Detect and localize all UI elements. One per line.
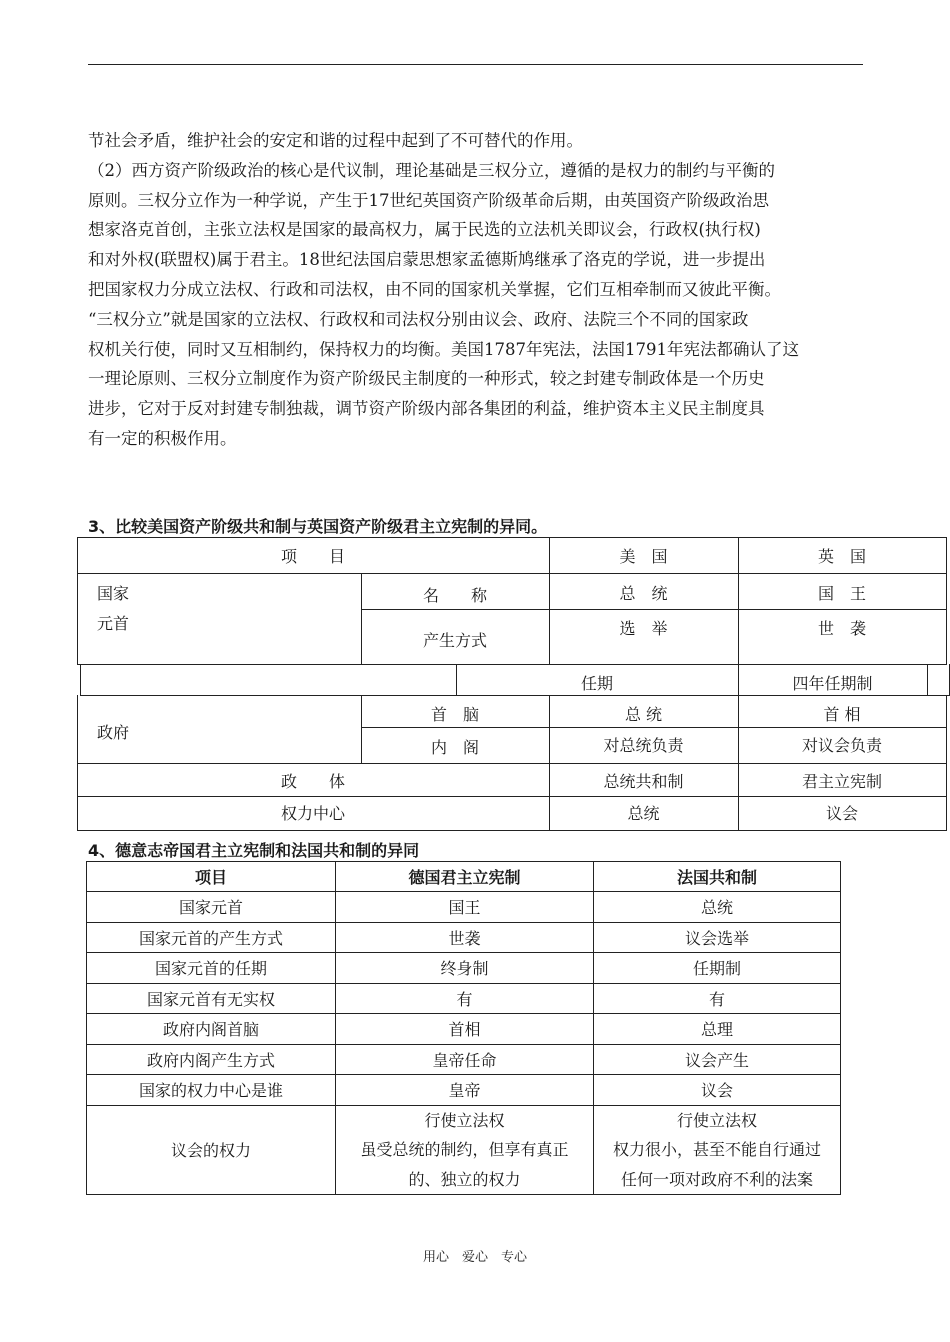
table3-header-us: 美 国 (619, 547, 668, 566)
paragraph-line: 一理论原则、三权分立制度作为资产阶级民主制度的一种形式，较之封建专制政体是一个历史 (88, 369, 765, 389)
row-label: 政府内阁产生方式 (87, 1044, 336, 1075)
germany-value: 世袭 (336, 922, 594, 953)
row-label: 国家元首的任期 (87, 953, 336, 984)
term-label: 任期 (580, 674, 613, 693)
paragraph-line: 节社会矛盾，维护社会的安定和谐的过程中起到了不可替代的作用。 (88, 131, 583, 150)
term-uk: 四年任期制 (792, 674, 873, 693)
method-us: 选 举 (619, 619, 668, 638)
table-row (87, 922, 841, 953)
paragraph-line: 想家洛克首创，主张立法权是国家的最高权力，属于民选的立法机关即议会，行政权(执行权) (88, 220, 761, 240)
table4-header-item: 项目 (87, 862, 336, 892)
paragraph-line: 原则。三权分立作为一种学说，产生于17世纪英国资产阶级革命后期，由英国资产阶级政治思 (88, 190, 769, 210)
germany-value: 皇帝任命 (336, 1044, 594, 1075)
france-value: 议会选举 (594, 922, 841, 953)
paragraph-line: “三权分立”就是国家的立法权、行政权和司法权分别由议会、政府、法院三个不同的国家政 (88, 309, 749, 329)
name-us: 总 统 (619, 584, 668, 603)
table-row (87, 953, 841, 984)
header-rule (88, 64, 863, 65)
france-value-line: 权力很小，甚至不能自行通过 (612, 1140, 821, 1159)
germany-value: 皇帝 (336, 1075, 594, 1106)
power-label: 权力中心 (280, 804, 345, 823)
table-row (87, 1044, 841, 1075)
row-label: 国家的权力中心是谁 (87, 1075, 336, 1106)
name-label: 名 称 (422, 586, 487, 605)
france-value-line: 行使立法权 (676, 1110, 757, 1130)
table-row (87, 1014, 841, 1045)
head-of-state-label: 国家 (97, 584, 130, 603)
row-label: 政府内阁首脑 (87, 1014, 336, 1045)
paragraph-line: 把国家权力分成立法权、行政和司法权，由不同的国家机关掌握，它们互相牵制而又彼此平衡。 (88, 279, 781, 299)
germany-value-line: 行使立法权 (424, 1110, 505, 1130)
table3-header-uk: 英 国 (817, 547, 866, 566)
france-value (594, 1105, 841, 1195)
france-value: 议会产生 (594, 1044, 841, 1075)
table-row (87, 1105, 841, 1195)
germany-value: 首相 (336, 1014, 594, 1045)
paragraph-line: 和对外权(联盟权)属于君主。18世纪法国启蒙思想家孟德斯鸠继承了洛克的学说，进一步提出 (88, 250, 766, 270)
comparison-table-germany-france (86, 861, 841, 1195)
table4-header-germany: 德国君主立宪制 (336, 862, 594, 892)
germany-value-line: 的、独立的权力 (408, 1169, 521, 1189)
table-row (87, 892, 841, 923)
section3-heading: 3、比较美国资产阶级共和制与英国资产阶级君主立宪制的异同。 (88, 517, 548, 536)
france-value: 议会 (594, 1075, 841, 1106)
france-value: 总理 (594, 1014, 841, 1045)
table-row (87, 983, 841, 1014)
cabinet-us: 对总统负责 (603, 736, 684, 755)
germany-value: 终身制 (336, 953, 594, 984)
head-of-state-label: 元首 (97, 614, 130, 633)
table4-header-france: 法国共和制 (594, 862, 841, 892)
germany-value: 有 (336, 983, 594, 1014)
polity-label: 政 体 (280, 772, 345, 791)
paragraph-line: 权机关行使，同时又互相制约，保持权力的均衡。美国1787年宪法，法国1791年宪法都确认了这 (88, 339, 799, 359)
row-label: 议会的权力 (87, 1105, 336, 1195)
method-uk: 世 袭 (817, 619, 866, 638)
section4-heading: 4、德意志帝国君主立宪制和法国共和制的异同 (88, 841, 420, 860)
france-value: 总统 (594, 892, 841, 923)
cabinet-uk: 对议会负责 (801, 736, 882, 755)
cabinet-label: 内 阁 (430, 738, 479, 757)
france-value-line: 任何一项对政府不利的法案 (620, 1169, 813, 1189)
france-value: 有 (594, 983, 841, 1014)
france-value: 任期制 (594, 953, 841, 984)
page-footer: 用心 爱心 专心 (422, 1250, 527, 1265)
row-label: 国家元首的产生方式 (87, 922, 336, 953)
paragraph-line: （2）西方资产阶级政治的核心是代议制，理论基础是三权分立，遵循的是权力的制约与平衡的 (88, 160, 775, 180)
row-label: 国家元首 (87, 892, 336, 923)
power-uk: 议会 (825, 804, 858, 823)
row-label: 国家元首有无实权 (87, 983, 336, 1014)
polity-uk: 君主立宪制 (801, 772, 882, 791)
body-paragraph (88, 126, 868, 454)
chief-label: 首 脑 (430, 705, 479, 724)
name-uk: 国 王 (817, 584, 866, 603)
paragraph-line: 进步，它对于反对封建专制独裁，调节资产阶级内部各集团的利益，维护资本主义民主制度具 (88, 399, 765, 419)
chief-uk: 首 相 (823, 705, 861, 724)
paragraph-line: 有一定的积极作用。 (88, 428, 237, 448)
germany-value (336, 1105, 594, 1195)
government-label: 政府 (97, 723, 130, 742)
germany-value: 国王 (336, 892, 594, 923)
chief-us: 总 统 (624, 705, 663, 724)
method-label: 产生方式 (422, 631, 487, 650)
table-row (87, 1075, 841, 1106)
table3-header-item: 项 目 (280, 547, 345, 566)
polity-us: 总统共和制 (603, 772, 684, 791)
power-us: 总统 (627, 804, 660, 823)
germany-value-line: 虽受总统的制约，但享有真正 (360, 1140, 569, 1159)
